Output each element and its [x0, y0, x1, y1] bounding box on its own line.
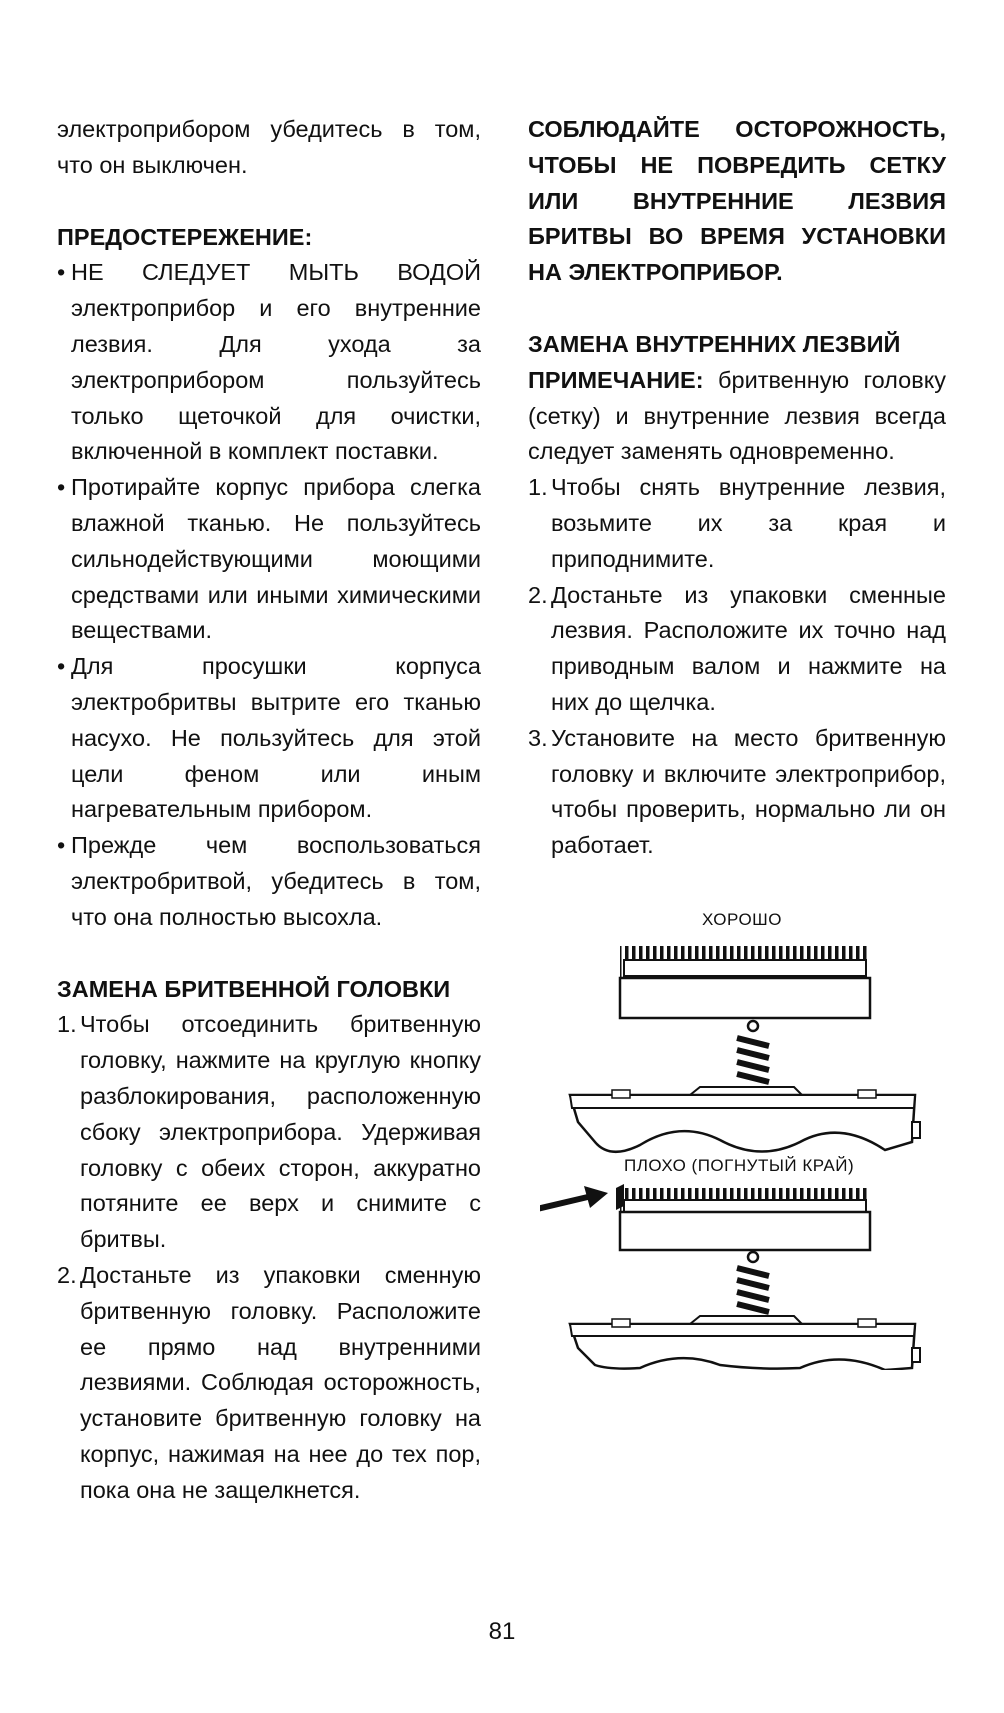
- list-item: [528, 578, 946, 721]
- replace-blades-heading: ЗАМЕНА ВНУТРЕННИХ ЛЕЗВИЙ: [528, 330, 901, 357]
- step-text: Чтобы снять внутренние лезвия, возьмите их за края и приподнимите.: [551, 474, 946, 572]
- caution-heading: ПРЕДОСТЕРЕЖЕНИЕ:: [57, 223, 313, 250]
- note-label: ПРИМЕЧАНИЕ:: [528, 366, 704, 393]
- replace-blades-steps: [528, 470, 946, 864]
- left-column: [57, 112, 481, 1508]
- arrow-shaft: [540, 1196, 592, 1220]
- shaver-head-figure: [540, 910, 960, 1370]
- shaver-diagram: [540, 910, 960, 1370]
- list-item: • НЕ СЛЕДУЕТ МЫТЬ ВОДОЙ электроприбор и его внутренние лезвия. Для ухода за электроприбором пользуйтесь только щеточкой для очистки, включенной в комплект поставки.: [57, 255, 481, 470]
- step-text: Достаньте из упаковки сменную бритвенную головку. Расположите ее прямо над внутренними лезвиями. Соблюдая осторожность, установите бритвенную головку на корпус, нажимая на нее до тех пор, пока она не защелкнется.: [80, 1261, 481, 1503]
- step-text: Достаньте из упаковки сменные лезвия. Расположите их точно над приводным валом и нажмите на них до щелчка.: [551, 581, 946, 715]
- step-number: 1.: [57, 1011, 77, 1038]
- bad-shaver-illustration: [540, 1184, 920, 1370]
- intro-text: электроприбором убедитесь в том, что он выключен.: [57, 116, 481, 178]
- right-column: [528, 112, 946, 864]
- list-item: • Прежде чем воспользоваться электробритвой, убедитесь в том, что она полностью высохла.: [57, 828, 481, 935]
- list-item: [528, 470, 946, 577]
- list-item: [57, 1258, 481, 1509]
- good-label: ХОРОШО: [702, 910, 782, 929]
- step-text: Чтобы отсоединить бритвенную головку, нажмите на круглую кнопку разблокирования, расположенную сбоку электроприбора. Удерживая головку с обеих сторон, аккуратно потяните ее верх и снимите с бритвы.: [80, 1011, 481, 1253]
- note-text: бритвенную головку (сетку) и внутренние лезвия всегда следует заменять одновременно.: [528, 366, 946, 465]
- replace-head-steps: [57, 1007, 481, 1508]
- step-number: 2.: [528, 581, 548, 608]
- step-text: Установите на место бритвенную головку и включите электроприбор, чтобы проверить, нормально ли он работает.: [551, 724, 946, 859]
- replace-head-heading: ЗАМЕНА БРИТВЕННОЙ ГОЛОВКИ: [57, 975, 451, 1002]
- list-item: [57, 1007, 481, 1258]
- step-number: 2.: [57, 1261, 77, 1288]
- caution-list: [57, 255, 481, 935]
- step-number: 1.: [528, 474, 548, 501]
- arrow-icon: [584, 1186, 608, 1208]
- list-item: • Для просушки корпуса электробритвы вытрите его тканью насухо. Не пользуйтесь для этой цели феном или иным нагревательным прибором.: [57, 649, 481, 828]
- list-item: • Протирайте корпус прибора слегка влажной тканью. Не пользуйтесь сильнодействующими моющими средствами или иными химическими веществами.: [57, 470, 481, 649]
- list-item: [528, 721, 946, 864]
- note-paragraph: [528, 363, 946, 470]
- page-number: 81: [488, 1618, 516, 1645]
- warning-text: СОБЛЮДАЙТЕ ОСТОРОЖНОСТЬ, ЧТОБЫ НЕ ПОВРЕДИТЬ СЕТКУ ИЛИ ВНУТРЕННИЕ ЛЕЗВИЯ БРИТВЫ ВО ВРЕМЯ УСТАНОВКИ НА ЭЛЕКТРОПРИБОР.: [528, 116, 946, 286]
- bad-label: ПЛОХО (ПОГНУТЫЙ КРАЙ): [624, 1156, 855, 1175]
- good-shaver-illustration: [570, 946, 920, 1152]
- step-number: 3.: [528, 724, 548, 751]
